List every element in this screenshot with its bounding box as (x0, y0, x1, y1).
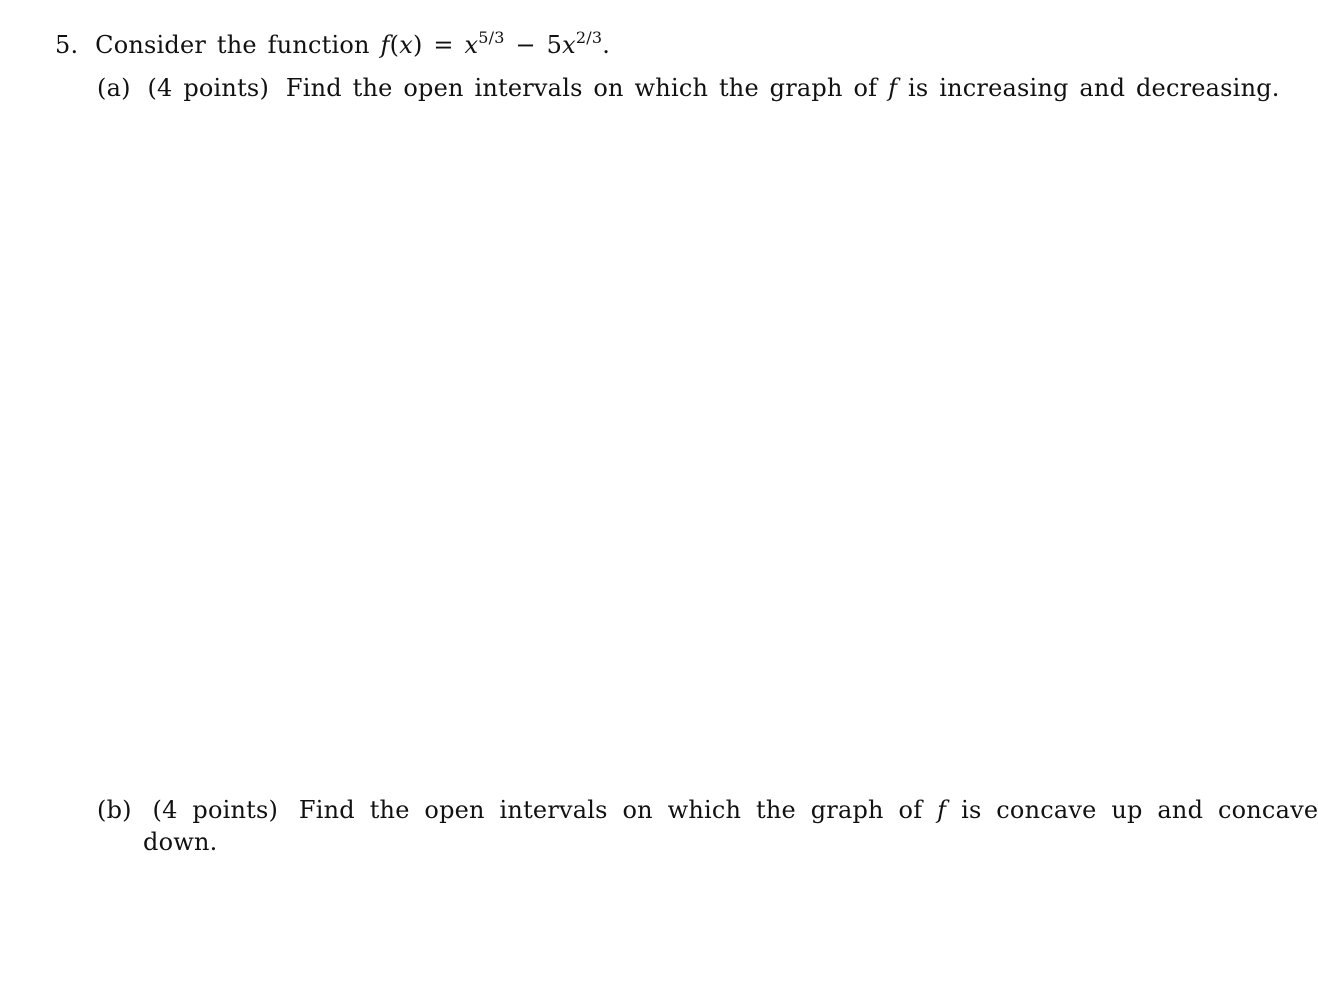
function-name: f (380, 31, 390, 59)
term2-coefficient: 5 (546, 31, 563, 59)
part-a-question (97, 73, 1280, 103)
part-b-text-after: is concave up and concave (961, 796, 1318, 824)
term1-exponent: 5/3 (478, 28, 505, 47)
function-expression: $f(x) = x^{5/3} - 5x^{2/3}$. (380, 28, 611, 59)
term2-exponent: 2/3 (575, 28, 603, 47)
term2-base: x (562, 31, 576, 59)
minus-sign: − (515, 31, 536, 59)
problem-statement (55, 30, 610, 63)
part-b-question (97, 795, 1318, 825)
part-a-text-before: Find the open intervals on which the graph of (285, 74, 878, 102)
function-variable: x (399, 31, 413, 59)
period: . (602, 31, 611, 59)
part-b-text-before: Find the open intervals on which the graph of (298, 796, 923, 824)
part-b-label: (b) (97, 796, 132, 824)
term1-base: x (464, 31, 479, 59)
part-a-label: (a) (97, 74, 131, 102)
part-b-continuation: down. (143, 828, 218, 856)
part-a-text-after: is increasing and decreasing. (908, 74, 1280, 102)
part-a-points: (4 points) (147, 74, 270, 102)
problem-number: 5. (55, 31, 79, 59)
part-b-function: f (937, 796, 947, 824)
problem-intro: Consider the function (95, 31, 370, 59)
equals-sign: = (433, 31, 454, 59)
part-b-points: (4 points) (152, 796, 279, 824)
part-a-function: f (888, 74, 898, 102)
